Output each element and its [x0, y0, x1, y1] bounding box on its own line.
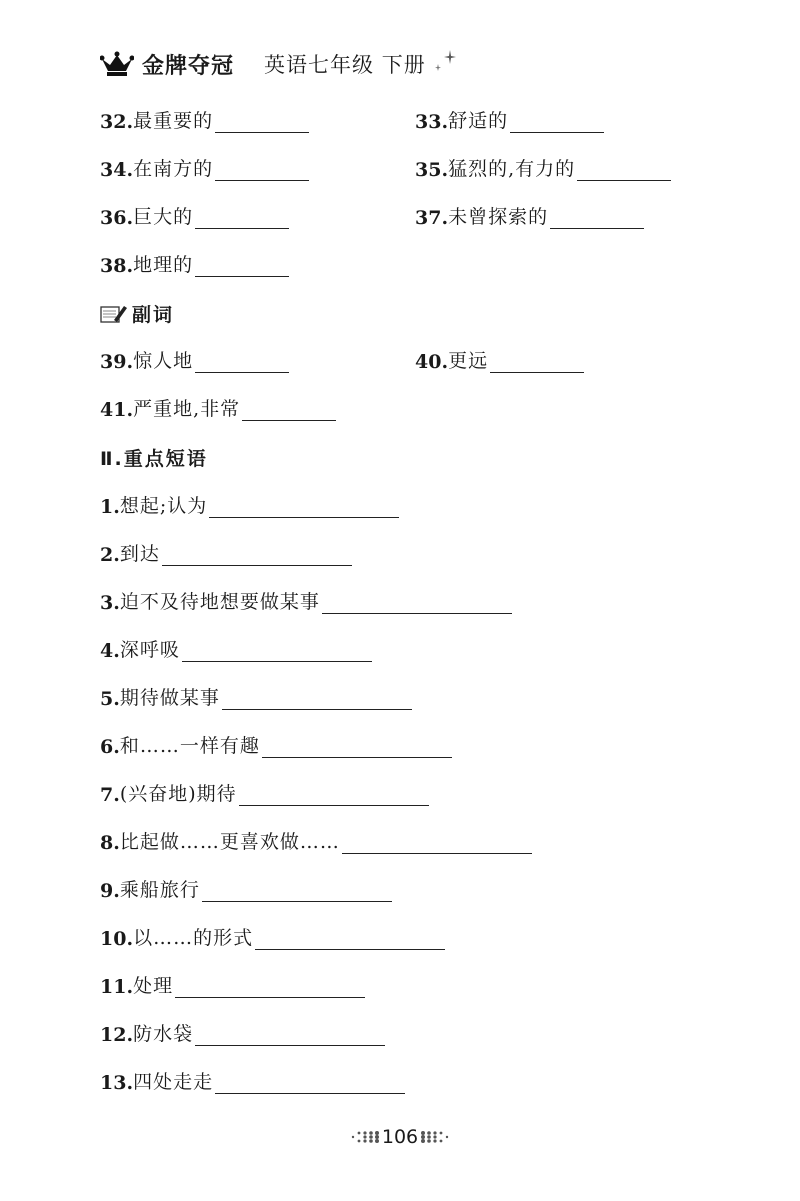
item-text: 最重要的 — [133, 109, 214, 132]
answer-blank[interactable] — [510, 112, 604, 133]
answer-blank[interactable] — [195, 1025, 385, 1046]
item-number: 8. — [100, 831, 120, 854]
item-text: 地理的 — [133, 253, 194, 276]
item-text: 舒适的 — [448, 109, 509, 132]
item-number: 11. — [100, 975, 134, 998]
phrase-item — [100, 1067, 405, 1094]
answer-blank[interactable] — [242, 400, 336, 421]
page-number: 106 — [381, 1126, 419, 1148]
dot-pattern-icon — [350, 1129, 380, 1145]
item-text: 更远 — [448, 349, 489, 372]
vocab-row — [100, 198, 740, 232]
phrase-item — [100, 923, 445, 950]
answer-blank[interactable] — [550, 208, 644, 229]
answer-blank[interactable] — [209, 497, 399, 518]
notebook-pencil-icon — [100, 302, 128, 324]
phrase-item — [100, 491, 399, 518]
vocab-item — [100, 394, 336, 421]
phrase-item — [100, 827, 532, 854]
item-number: 32. — [100, 110, 134, 133]
phrase-row — [100, 823, 740, 857]
answer-blank[interactable] — [202, 881, 392, 902]
vocab-row — [100, 342, 740, 376]
phrase-row — [100, 871, 740, 905]
page-footer — [0, 1122, 800, 1152]
answer-blank[interactable] — [222, 689, 412, 710]
item-number: 1. — [100, 495, 120, 518]
phrase-row — [100, 679, 740, 713]
item-text: 猛烈的,有力的 — [448, 157, 576, 180]
item-text: 想起;认为 — [119, 494, 208, 517]
item-number: 2. — [100, 543, 120, 566]
brand-title: 金牌夺冠 — [142, 53, 235, 79]
answer-blank[interactable] — [239, 785, 429, 806]
item-text: 巨大的 — [133, 205, 194, 228]
answer-blank[interactable] — [195, 352, 289, 373]
answer-blank[interactable] — [195, 256, 289, 277]
dot-pattern-icon — [420, 1129, 450, 1145]
vocab-item — [100, 202, 289, 229]
item-text: 期待做某事 — [119, 686, 220, 709]
answer-blank[interactable] — [255, 929, 445, 950]
item-number: 39. — [100, 350, 134, 373]
item-text: 和……一样有趣 — [119, 734, 260, 757]
vocab-row — [100, 246, 740, 280]
page-header — [100, 44, 458, 84]
item-number: 36. — [100, 206, 134, 229]
item-number: 38. — [100, 254, 134, 277]
item-text: 深呼吸 — [119, 638, 180, 661]
answer-blank[interactable] — [175, 977, 365, 998]
vocab-item — [415, 154, 671, 181]
phrase-item — [100, 971, 365, 998]
item-number: 35. — [415, 158, 449, 181]
phrase-row — [100, 1015, 740, 1049]
answer-blank[interactable] — [577, 160, 671, 181]
item-number: 10. — [100, 927, 134, 950]
answer-blank[interactable] — [215, 1073, 405, 1094]
item-number: 7. — [100, 783, 120, 806]
phrase-row — [100, 535, 740, 569]
vocab-item — [415, 202, 644, 229]
vocab-item — [415, 346, 584, 373]
item-number: 37. — [415, 206, 449, 229]
item-text: (兴奋地)期待 — [119, 782, 237, 805]
item-number: 41. — [100, 398, 134, 421]
phrase-item — [100, 779, 429, 806]
phrase-item — [100, 875, 392, 902]
phrase-row — [100, 919, 740, 953]
item-number: 3. — [100, 591, 120, 614]
phrase-item — [100, 635, 372, 662]
phrase-row — [100, 775, 740, 809]
item-number: 13. — [100, 1071, 134, 1094]
item-text: 在南方的 — [133, 157, 214, 180]
item-text: 处理 — [133, 974, 174, 997]
item-number: 4. — [100, 639, 120, 662]
answer-blank[interactable] — [195, 208, 289, 229]
item-number: 40. — [415, 350, 449, 373]
vocab-row — [100, 102, 740, 136]
item-number: 9. — [100, 879, 120, 902]
phrase-row — [100, 631, 740, 665]
book-title: 英语七年级 下册 — [264, 53, 426, 77]
item-text: 四处走走 — [133, 1070, 214, 1093]
item-number: 12. — [100, 1023, 134, 1046]
phrase-item — [100, 1019, 385, 1046]
vocab-item — [100, 154, 309, 181]
phrase-item — [100, 731, 452, 758]
phrases-section-heading — [100, 440, 208, 474]
item-number: 34. — [100, 158, 134, 181]
section-title: 副词 — [132, 303, 175, 326]
crown-icon — [100, 51, 134, 77]
item-text: 到达 — [119, 542, 160, 565]
vocab-row — [100, 150, 740, 184]
item-number: 33. — [415, 110, 449, 133]
vocab-item — [415, 106, 604, 133]
item-text: 以……的形式 — [133, 926, 254, 949]
vocab-item — [100, 346, 289, 373]
vocab-row — [100, 390, 740, 424]
answer-blank[interactable] — [262, 737, 452, 758]
adverb-section-heading — [100, 296, 174, 330]
phrase-item — [100, 587, 512, 614]
item-number: 5. — [100, 687, 120, 710]
vocab-item — [100, 106, 309, 133]
item-text: 严重地,非常 — [133, 397, 241, 420]
answer-blank[interactable] — [215, 160, 309, 181]
phrase-row — [100, 727, 740, 761]
answer-blank[interactable] — [342, 833, 532, 854]
phrase-row — [100, 967, 740, 1001]
phrase-item — [100, 539, 352, 566]
sparkle-icon — [430, 48, 458, 76]
vocab-item — [100, 250, 289, 277]
item-text: 防水袋 — [133, 1022, 194, 1045]
answer-blank[interactable] — [215, 112, 309, 133]
item-text: 乘船旅行 — [119, 878, 200, 901]
answer-blank[interactable] — [322, 593, 512, 614]
item-text: 迫不及待地想要做某事 — [119, 590, 320, 613]
phrase-row — [100, 487, 740, 521]
section-title: Ⅱ.重点短语 — [100, 447, 208, 470]
item-text: 比起做……更喜欢做…… — [119, 830, 340, 853]
item-number: 6. — [100, 735, 120, 758]
answer-blank[interactable] — [182, 641, 372, 662]
item-text: 惊人地 — [133, 349, 194, 372]
phrase-row — [100, 1063, 740, 1097]
phrase-row — [100, 583, 740, 617]
answer-blank[interactable] — [162, 545, 352, 566]
phrase-item — [100, 683, 412, 710]
answer-blank[interactable] — [490, 352, 584, 373]
item-text: 未曾探索的 — [448, 205, 549, 228]
